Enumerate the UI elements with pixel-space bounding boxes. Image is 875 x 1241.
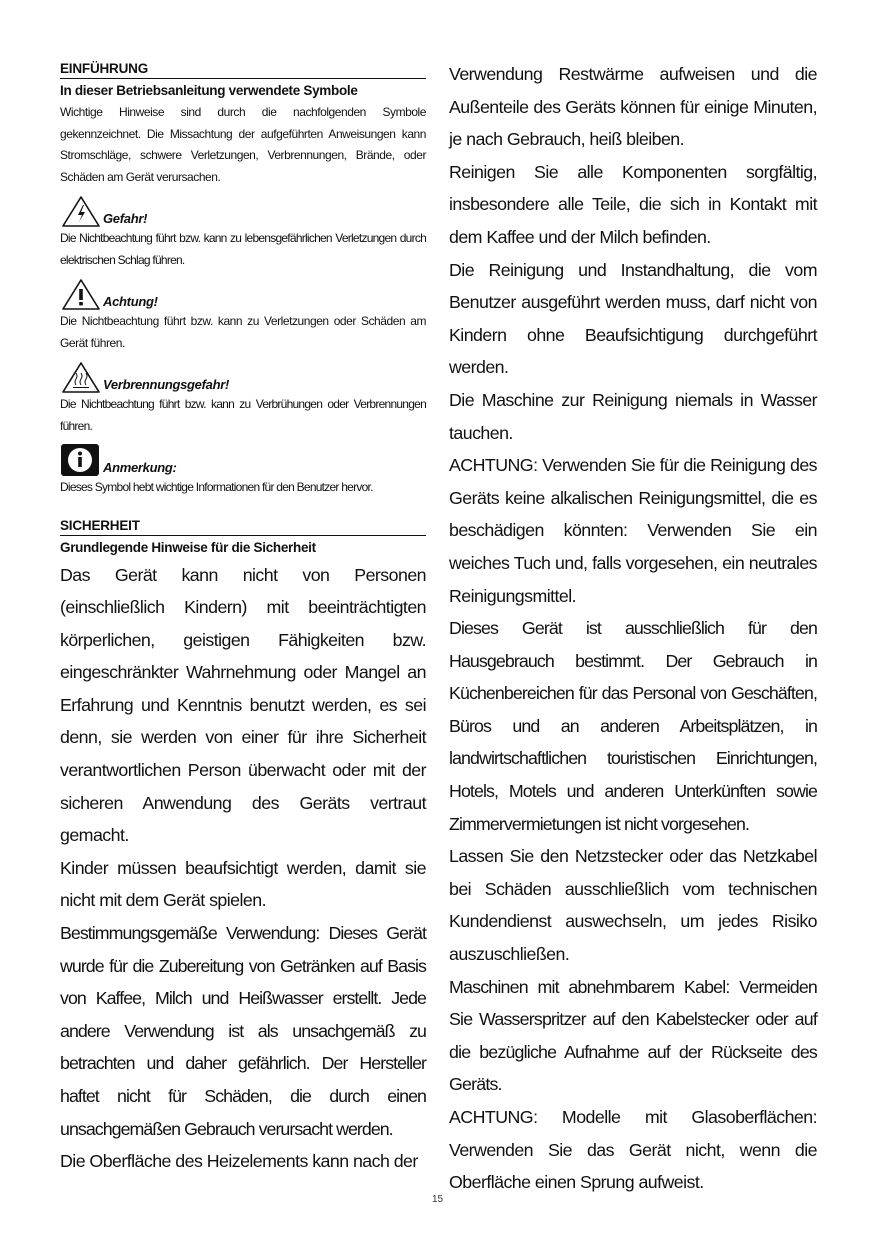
symbol-label-note: Anmerkung: bbox=[103, 460, 177, 475]
right-paragraph-6: Dieses Gerät ist ausschließlich für den Hausgebrauch bestimmt. Der Gebrauch in Küchenbereichen für das Personal von Geschäften, Büros und an anderen Arbeitsplätzen, in landwirtschaftlichen touristischen Einrichtungen, Hotels, Motels und anderen Unterkünften sowie Zimmervermietungen ist nicht vorgesehen. bbox=[449, 618, 817, 834]
intro-text: Wichtige Hinweise sind durch die nachfolgenden Symbole gekennzeichnet. Die Missachtung der aufgeführten Anweisungen kann Stromschläge, schwere Verletzungen, Verbrennungen, Brände, oder Schäden am Gerät verursachen. bbox=[60, 105, 426, 184]
hot-surface-warning-icon bbox=[60, 360, 102, 394]
safety-paragraph-3: Bestimmungsgemäße Verwendung: Dieses Gerät wurde für die Zubereitung von Getränken auf Basis von Kaffee, Milch und Heißwasser erstellt. Jede andere Verwendung ist als unsachgemäß zu betrachten und daher gefährlich. Der Hersteller haftet nicht für Schäden, die durch einen unsachgemäßen Gebrauch verursacht werden. bbox=[60, 923, 426, 1139]
section-title-intro: EINFÜHRUNG bbox=[60, 60, 426, 79]
right-paragraph-2: Reinigen Sie alle Komponenten sorgfältig, insbesondere alle Teile, die sich in Kontakt mit dem Kaffee und der Milch befinden. bbox=[449, 161, 817, 247]
info-icon bbox=[60, 443, 102, 477]
page-number: 15 bbox=[431, 1194, 444, 1205]
symbol-note bbox=[60, 441, 426, 477]
right-paragraph-9: ACHTUNG: Modelle mit Glasoberflächen: Verwenden Sie das Gerät nicht, wenn die Oberfläche einen Sprung aufweist. bbox=[449, 1107, 817, 1193]
symbol-caution bbox=[60, 275, 426, 311]
subtitle-symbols: In dieser Betriebsanleitung verwendete Symbole bbox=[60, 83, 358, 98]
symbol-label-burn: Verbrennungsgefahr! bbox=[103, 377, 230, 392]
right-paragraph-7: Lassen Sie den Netzstecker oder das Netzkabel bei Schäden ausschließlich vom technischen Kundendienst auswechseln, um jedes Risiko auszuschließen. bbox=[449, 846, 817, 965]
right-paragraph-5: ACHTUNG: Verwenden Sie für die Reinigung des Geräts keine alkalischen Reinigungsmittel, die es beschädigen könnten: Verwenden Sie ein weiches Tuch und, falls vorgesehen, ein neutrales Reinigungsmittel. bbox=[449, 455, 817, 606]
symbol-text-danger: Die Nichtbeachtung führt bzw. kann zu lebensgefährlichen Verletzungen durch elektrischen Schlag führen. bbox=[60, 231, 426, 267]
symbol-label-caution: Achtung! bbox=[103, 294, 158, 309]
left-column bbox=[60, 60, 426, 1178]
safety-paragraph-1: Das Gerät kann nicht von Personen (einschließlich Kindern) mit beeinträchtigten körperlichen, geistigen Fähigkeiten bzw. eingeschränkter Wahrnehmung oder Mangel an Erfahrung und Kenntnis benutzt werden, es sei denn, sie werden von einer für ihre Sicherheit verantwortlichen Person überwacht oder mit der sicheren Anwendung des Geräts vertraut gemacht. bbox=[60, 564, 426, 846]
section-title-safety: SICHERHEIT bbox=[60, 517, 426, 536]
safety-paragraph-4: Die Oberfläche des Heizelements kann nach der bbox=[60, 1151, 418, 1172]
right-paragraph-1: Verwendung Restwärme aufweisen und die Außenteile des Geräts können für einige Minuten, je nach Gebrauch, heiß bleiben. bbox=[449, 64, 817, 150]
right-column bbox=[449, 58, 817, 1199]
right-paragraph-4: Die Maschine zur Reinigung niemals in Wasser tauchen. bbox=[449, 389, 817, 443]
symbol-text-burn: Die Nichtbeachtung führt bzw. kann zu Verbrühungen oder Verbrennungen führen. bbox=[60, 397, 426, 433]
symbol-burn bbox=[60, 358, 426, 394]
symbol-text-caution: Die Nichtbeachtung führt bzw. kann zu Verletzungen oder Schäden am Gerät führen. bbox=[60, 314, 426, 350]
symbol-danger bbox=[60, 192, 426, 228]
electric-warning-icon bbox=[60, 194, 102, 228]
right-paragraph-3: Die Reinigung und Instandhaltung, die vom Benutzer ausgeführt werden muss, darf nicht von Kindern ohne Beaufsichtigung durchgeführt werden. bbox=[449, 259, 817, 378]
symbol-text-note: Dieses Symbol hebt wichtige Informationen für den Benutzer hervor. bbox=[60, 480, 373, 494]
exclamation-warning-icon bbox=[60, 277, 102, 311]
subtitle-safety: Grundlegende Hinweise für die Sicherheit bbox=[60, 539, 316, 555]
right-paragraph-8: Maschinen mit abnehmbarem Kabel: Vermeiden Sie Wasserspritzer auf den Kabelstecker oder auf die bezügliche Aufnahme auf der Rückseite des Geräts. bbox=[449, 976, 817, 1095]
safety-paragraph-2: Kinder müssen beaufsichtigt werden, damit sie nicht mit dem Gerät spielen. bbox=[60, 857, 426, 911]
symbol-label-danger: Gefahr! bbox=[103, 211, 148, 226]
